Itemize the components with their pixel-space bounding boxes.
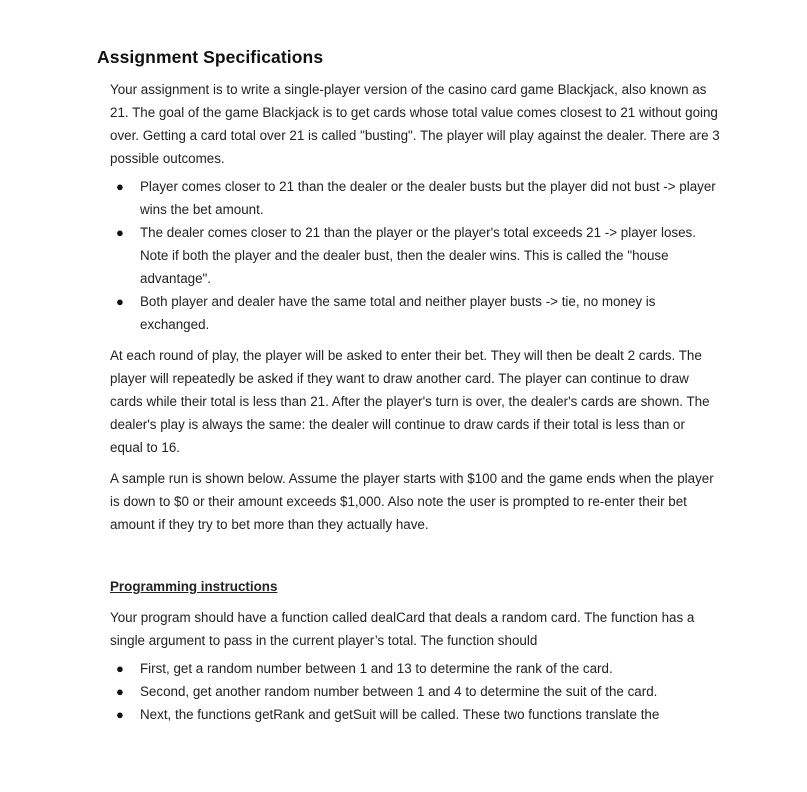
list-item [110, 221, 720, 290]
list-item [110, 290, 720, 336]
list-item [110, 657, 720, 680]
bullet-icon: ● [116, 225, 124, 240]
step-text: Second, get another random number between 1 and 4 to determine the suit of the card. [140, 684, 658, 699]
bullet-icon: ● [116, 684, 124, 699]
list-item [110, 175, 720, 221]
bullet-icon: ● [116, 294, 124, 309]
list-item [110, 703, 720, 726]
outcome-text: Both player and dealer have the same total and neither player busts -> tie, no money is exchanged. [140, 294, 656, 332]
step-text: Next, the functions getRank and getSuit will be called. These two functions translate the [140, 707, 660, 722]
round-paragraph: At each round of play, the player will be asked to enter their bet. They will then be dealt 2 cards. The player will repeatedly be asked if they want to draw another card. The player can continue to draw cards while their total is less than 21. After the player's turn is over, the dealer's cards are shown. The dealer's play is always the same: the dealer will continue to draw cards if their total is less than or equal to 16. [110, 348, 710, 455]
bullet-icon: ● [116, 707, 124, 722]
bullet-icon: ● [116, 179, 124, 194]
programming-intro: Your program should have a function called dealCard that deals a random card. The function has a single argument to pass in the current player’s total. The function should [110, 610, 695, 648]
intro-paragraph: Your assignment is to write a single-player version of the casino card game Blackjack, also known as 21. The goal of the game Blackjack is to get cards whose total value comes closest to 21 without going over. Getting a card total over 21 is called "busting". The player will play against the dealer. There are 3 possible outcomes. [110, 82, 720, 166]
programming-heading: Programming instructions [110, 579, 278, 594]
list-item [110, 680, 720, 703]
page-title: Assignment Specifications [97, 47, 324, 67]
programming-steps-list [110, 657, 720, 726]
outcome-text: Player comes closer to 21 than the dealer or the dealer busts but the player did not bust -> player wins the bet amount. [140, 179, 716, 217]
step-text: First, get a random number between 1 and 13 to determine the rank of the card. [140, 661, 613, 676]
sample-paragraph: A sample run is shown below. Assume the player starts with $100 and the game ends when the player is down to $0 or their amount exceeds $1,000. Also note the user is prompted to re-enter their bet amount if they try to bet more than they actually have. [110, 471, 714, 532]
outcomes-list [110, 175, 720, 336]
outcome-text: The dealer comes closer to 21 than the player or the player's total exceeds 21 -> player loses. Note if both the player and the dealer bust, then the dealer wins. This is called the "house advantage". [140, 225, 696, 286]
bullet-icon: ● [116, 661, 124, 676]
